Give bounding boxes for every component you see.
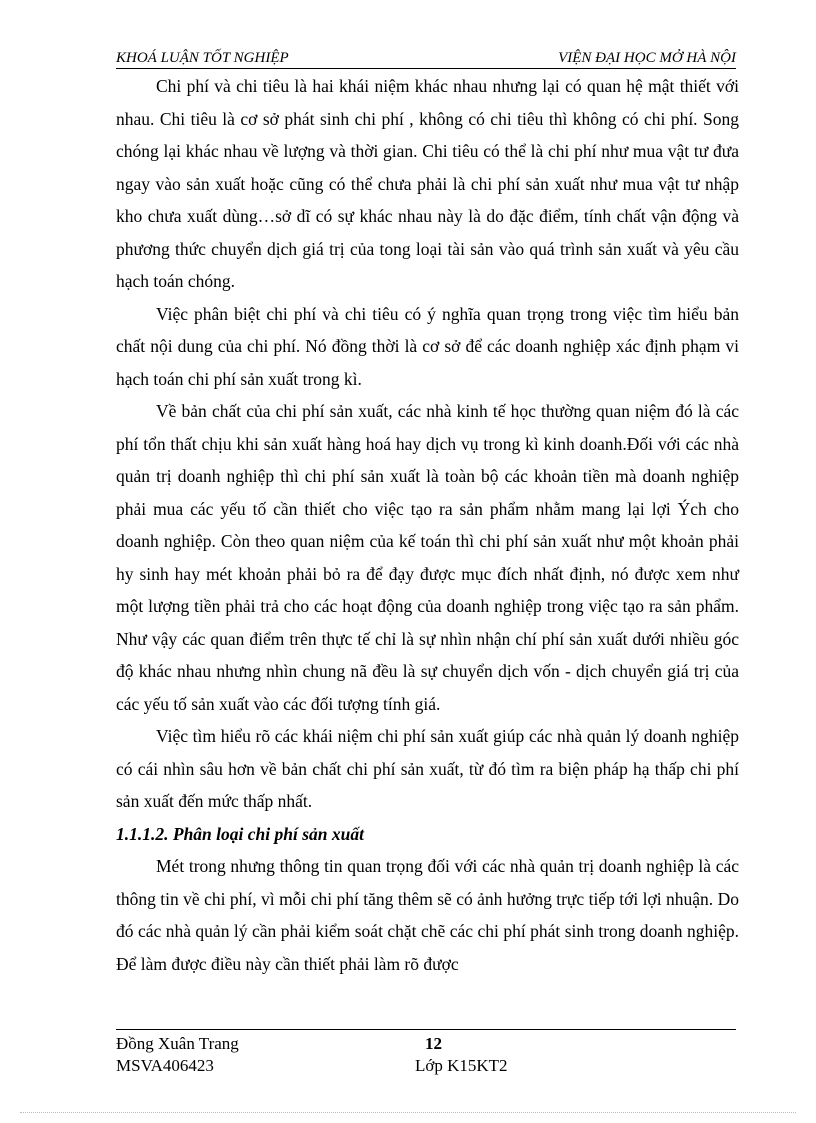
footer-student-id: MSVA406423 [116,1056,214,1075]
page-header [116,48,736,69]
footer-divider [116,1029,736,1030]
section-heading: 1.1.1.2. Phân loại chi phí sản xuất [116,823,364,844]
body-text [116,70,739,980]
paragraph-1: Chi phí và chi tiêu là hai khái niệm khác nhau nhưng lại có quan hệ mật thiết với nhau. Chi tiêu là cơ sở phát sinh chi phí , không có chi tiêu thì không có chi phí. Song chóng lại khác nhau về lượng và thời gian. Chi tiêu có thể là chi phí như mua vật tư đưa ngay vào sản xuất hoặc cũng có thể chưa phải là chi phí sản xuất như mua vật tư nhập kho chưa xuất dùng…sở dĩ có sự khác nhau này là do đặc điểm, tính chất vận động và phương thức chuyển dịch giá trị của tong loại tài sản vào quá trình sản xuất và yêu cầu hạch toán chóng. [116,76,739,291]
footer-author: Đồng Xuân Trang [116,1034,239,1053]
page-number: 12 [425,1034,442,1053]
page-bottom-border [20,1112,796,1113]
footer-class: Lớp K15KT2 [415,1056,508,1075]
paragraph-4: Việc tìm hiểu rõ các khái niệm chi phí sản xuất giúp các nhà quản lý doanh nghiệp có cái nhìn sâu hơn về bản chất chi phí sản xuất, từ đó tìm ra biện pháp hạ thấp chi phí sản xuất đến mức thấp nhất. [116,726,739,811]
header-left-title: KHOÁ LUẬN TỐT NGHIỆP [116,50,289,66]
paragraph-3: Về bản chất của chi phí sản xuất, các nhà kinh tế học thường quan niệm đó là các phí tổn thất chịu khi sản xuất hàng hoá hay dịch vụ trong kì kinh doanh.Đối với các nhà quản trị doanh nghiệp thì chi phí sản xuất là toàn bộ các khoản tiền mà doanh nghiệp phải mua các yếu tố cần thiết cho việc tạo ra sản phẩm nhằm mang lại lợi Ých cho doanh nghiệp. Còn theo quan niệm của kế toán thì chi phí sản xuất như một khoản phải hy sinh hay mét khoản phải bỏ ra để đạy được mục đích nhất định, nó được xem như một lượng tiền phải trả cho các hoạt động của doanh nghiệp trong việc tạo ra sản phẩm. Như vậy các quan điểm trên thực tế chỉ là sự nhìn nhận chí phí sản xuất dưới nhiều góc độ khác nhau nhưng nhìn chung nã đều là sự chuyển dịch vốn - dịch chuyển giá trị của các yếu tố sản xuất vào các đối tượng tính giá. [116,401,739,714]
paragraph-5: Mét trong nhưng thông tin quan trọng đối với các nhà quản trị doanh nghiệp là các thông tin về chi phí, vì mỗi chi phí tăng thêm sẽ có ảnh hưởng trực tiếp tới lợi nhuận. Do đó các nhà quản lý cần phải kiểm soát chặt chẽ các chi phí phát sinh trong doanh nghiệp. Để làm được điều này cần thiết phải làm rõ được [116,856,739,974]
paragraph-2: Việc phân biệt chi phí và chi tiêu có ý nghĩa quan trọng trong việc tìm hiểu bản chất nội dung của chi phí. Nó đồng thời là cơ sở để các doanh nghiệp xác định phạm vi hạch toán chi phí sản xuất trong kì. [116,303,739,389]
header-right-title: VIỆN ĐẠI HỌC MỞ HÀ NỘI [558,50,736,66]
